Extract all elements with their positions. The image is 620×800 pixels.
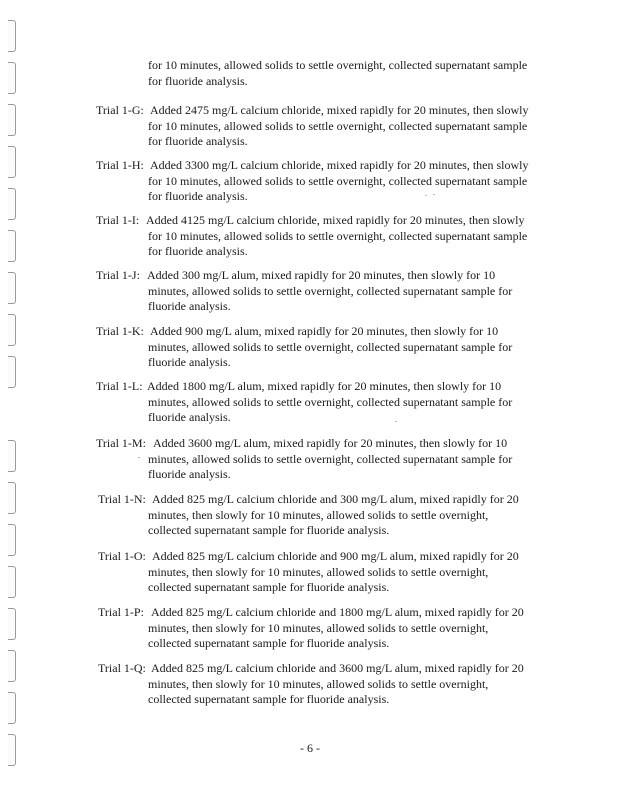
trial-line: Added 825 mg/L calcium chloride and 1800 mg/L alum, mixed rapidly for 20 xyxy=(151,605,524,619)
trial-line: Added 3600 mg/L alum, mixed rapidly for 20 minutes, then slowly for 10 xyxy=(153,436,508,450)
binder-punch-mark xyxy=(8,566,16,598)
trial-label: Trial 1-O: xyxy=(98,549,146,563)
trial-line: minutes, allowed solids to settle overnight, collected supernatant sample for xyxy=(148,339,513,354)
trial-line: for fluoride analysis. xyxy=(148,134,248,148)
trial-line: Added 4125 mg/L calcium chloride, mixed rapidly for 20 minutes, then slowly xyxy=(146,213,525,227)
trial-label: Trial 1-K: xyxy=(96,324,144,338)
trial-line: minutes, then slowly for 10 minutes, allowed solids to settle overnight, xyxy=(148,507,489,522)
trial-label: Trial 1-G: xyxy=(96,103,144,117)
trial-line: Added 3300 mg/L calcium chloride, mixed rapidly for 20 minutes, then slowly xyxy=(150,158,529,172)
scan-speck xyxy=(395,421,397,422)
trial-label: Trial 1-M: xyxy=(96,436,146,450)
scan-speck xyxy=(138,457,140,458)
trial-line: collected supernatant sample for fluoride analysis. xyxy=(148,523,390,537)
binder-punch-mark xyxy=(8,314,16,346)
intro-line: for fluoride analysis. xyxy=(148,73,248,88)
trial-line: Added 825 mg/L calcium chloride and 300 mg/L alum, mixed rapidly for 20 xyxy=(152,492,519,506)
trial-line: minutes, then slowly for 10 minutes, allowed solids to settle overnight, xyxy=(148,676,489,691)
binder-punch-mark xyxy=(8,272,16,304)
intro-paragraph xyxy=(148,58,527,89)
trial-line: minutes, allowed solids to settle overnight, collected supernatant sample for xyxy=(148,394,513,409)
binder-punch-mark xyxy=(8,608,16,640)
trial-line: Added 1800 mg/L alum, mixed rapidly for 20 minutes, then slowly for 10 xyxy=(147,379,502,393)
trial-line: minutes, then slowly for 10 minutes, allowed solids to settle overnight, xyxy=(148,564,489,579)
trial-line: Added 2475 mg/L calcium chloride, mixed rapidly for 20 minutes, then slowly xyxy=(150,103,529,117)
trial-line: minutes, then slowly for 10 minutes, allowed solids to settle overnight, xyxy=(148,620,489,635)
trial-label: Trial 1-Q: xyxy=(98,661,146,675)
binder-punch-mark xyxy=(8,440,16,472)
trial-label: Trial 1-L: xyxy=(96,379,143,393)
trial-line: collected supernatant sample for fluoride analysis. xyxy=(148,580,390,594)
trial-line: Added 300 mg/L alum, mixed rapidly for 20 minutes, then slowly for 10 xyxy=(147,268,496,282)
trial-line: minutes, allowed solids to settle overnight, collected supernatant sample for xyxy=(148,451,513,466)
binder-punch-mark xyxy=(8,356,16,388)
trial-line: minutes, allowed solids to settle overnight, collected supernatant sample for xyxy=(148,283,513,298)
binder-punch-mark xyxy=(8,482,16,514)
intro-line: for 10 minutes, allowed solids to settle overnight, collected supernatant sample xyxy=(148,58,528,72)
trial-line: fluoride analysis. xyxy=(148,410,231,424)
trial-line: for fluoride analysis. xyxy=(148,244,248,258)
trial-line: collected supernatant sample for fluoride analysis. xyxy=(148,636,390,650)
trial-line: for 10 minutes, allowed solids to settle overnight, collected supernatant sample xyxy=(148,173,528,188)
trial-line: fluoride analysis. xyxy=(148,355,231,369)
trial-line: Added 825 mg/L calcium chloride and 3600 mg/L alum, mixed rapidly for 20 xyxy=(151,661,524,675)
binder-punch-mark xyxy=(8,650,16,682)
scan-speck xyxy=(433,194,435,195)
trial-line: Added 825 mg/L calcium chloride and 900 mg/L alum, mixed rapidly for 20 xyxy=(152,549,519,563)
binder-punch-mark xyxy=(8,146,16,178)
binder-punch-mark xyxy=(8,230,16,262)
trial-line: for fluoride analysis. xyxy=(148,189,248,203)
binder-punch-mark xyxy=(8,62,16,94)
binder-punch-mark xyxy=(8,188,16,220)
trial-line: Added 900 mg/L alum, mixed rapidly for 20 minutes, then slowly for 10 xyxy=(150,324,499,338)
trial-line: fluoride analysis. xyxy=(148,467,231,481)
trial-line: for 10 minutes, allowed solids to settle overnight, collected supernatant sample xyxy=(148,228,528,243)
page-number: - 6 - xyxy=(300,741,320,755)
binder-punch-mark xyxy=(8,692,16,724)
trial-label: Trial 1-P: xyxy=(98,605,144,619)
binder-punch-mark xyxy=(8,20,16,52)
trial-label: Trial 1-N: xyxy=(98,492,146,506)
scan-speck xyxy=(425,195,427,196)
trial-line: fluoride analysis. xyxy=(148,299,231,313)
trial-label: Trial 1-I: xyxy=(96,213,140,227)
trial-label: Trial 1-H: xyxy=(96,158,144,172)
trial-label: Trial 1-J: xyxy=(96,268,140,282)
binder-punch-mark xyxy=(8,524,16,556)
trial-line: collected supernatant sample for fluoride analysis. xyxy=(148,692,390,706)
binder-punch-mark xyxy=(8,104,16,136)
trial-line: for 10 minutes, allowed solids to settle overnight, collected supernatant sample xyxy=(148,118,528,133)
